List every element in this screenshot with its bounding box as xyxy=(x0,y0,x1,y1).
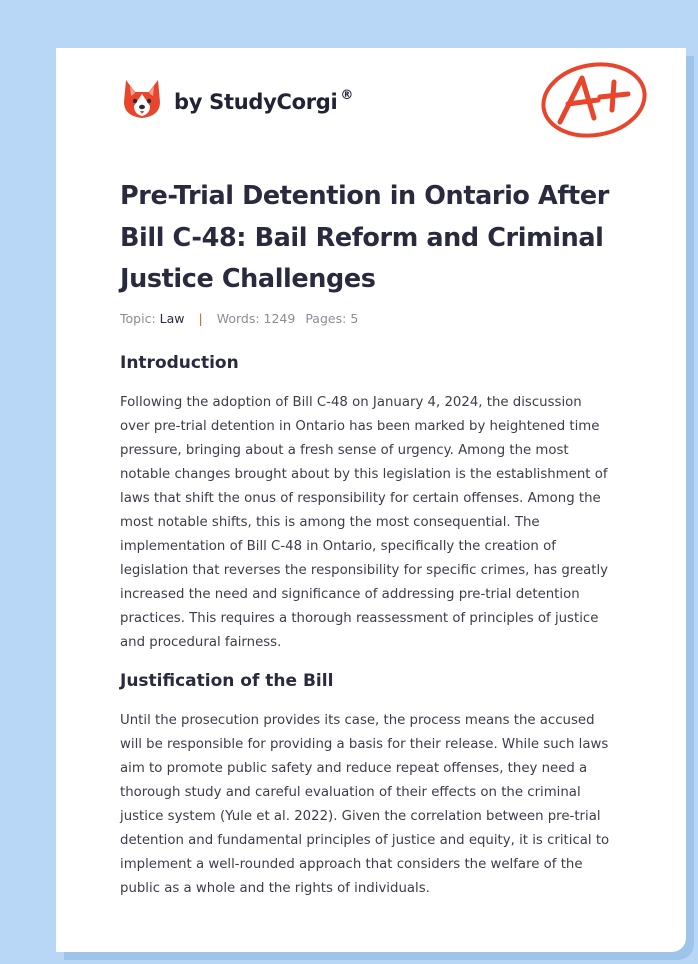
paragraph-introduction: Following the adoption of Bill C-48 on January 4, 2024, the discussion over pre-trial detention in Ontario has been marked by heightened time pressure, bringing about a fresh sense of urgency. Among the most notable changes brought about by this legislation is the establishment of laws that shift the onus of responsibility for certain offenses. Among the most notable shifts, this is among the most consequential. The implementation of Bill C-48 in Ontario, specifically the creation of legislation that reverses the responsibility for specific crimes, has greatly increased the need and significance of addressing pre-trial detention practices. This requires a thorough reassessment of principles of justice and procedural fairness. xyxy=(120,395,609,650)
corgi-logo-icon xyxy=(122,76,162,120)
document-meta xyxy=(120,311,358,326)
section-heading-introduction: Introduction xyxy=(120,353,239,373)
document-page xyxy=(56,48,686,952)
a-plus-stamp-icon xyxy=(538,60,650,140)
words-label: Words: xyxy=(216,311,260,326)
pages-count: 5 xyxy=(350,311,359,326)
brand-logo-link[interactable] xyxy=(122,76,353,120)
topic-link[interactable]: Law xyxy=(159,311,185,326)
topic-label: Topic: xyxy=(120,311,156,326)
section-heading-justification: Justification of the Bill xyxy=(120,671,334,691)
page-title: Pre-Trial Detention in Ontario After Bill C-48: Bail Reform and Criminal Justice Challenges xyxy=(120,181,609,294)
pages-label: Pages: xyxy=(305,311,347,326)
paragraph-justification: Until the prosecution provides its case, the process means the accused will be responsible for providing a basis for their release. While such laws aim to promote public safety and reduce repeat offenses, they need a thorough study and careful evaluation of their effects on the criminal justice system (Yule et al. 2022). Given the correlation between pre-trial detention and fundamental principles of justice and equity, it is critical to implement a well-rounded approach that considers the welfare of the public as a whole and the rights of individuals. xyxy=(120,713,610,896)
words-count: 1249 xyxy=(263,311,296,326)
brand-name: by StudyCorgi ® xyxy=(174,88,354,114)
meta-separator: | xyxy=(198,311,203,326)
